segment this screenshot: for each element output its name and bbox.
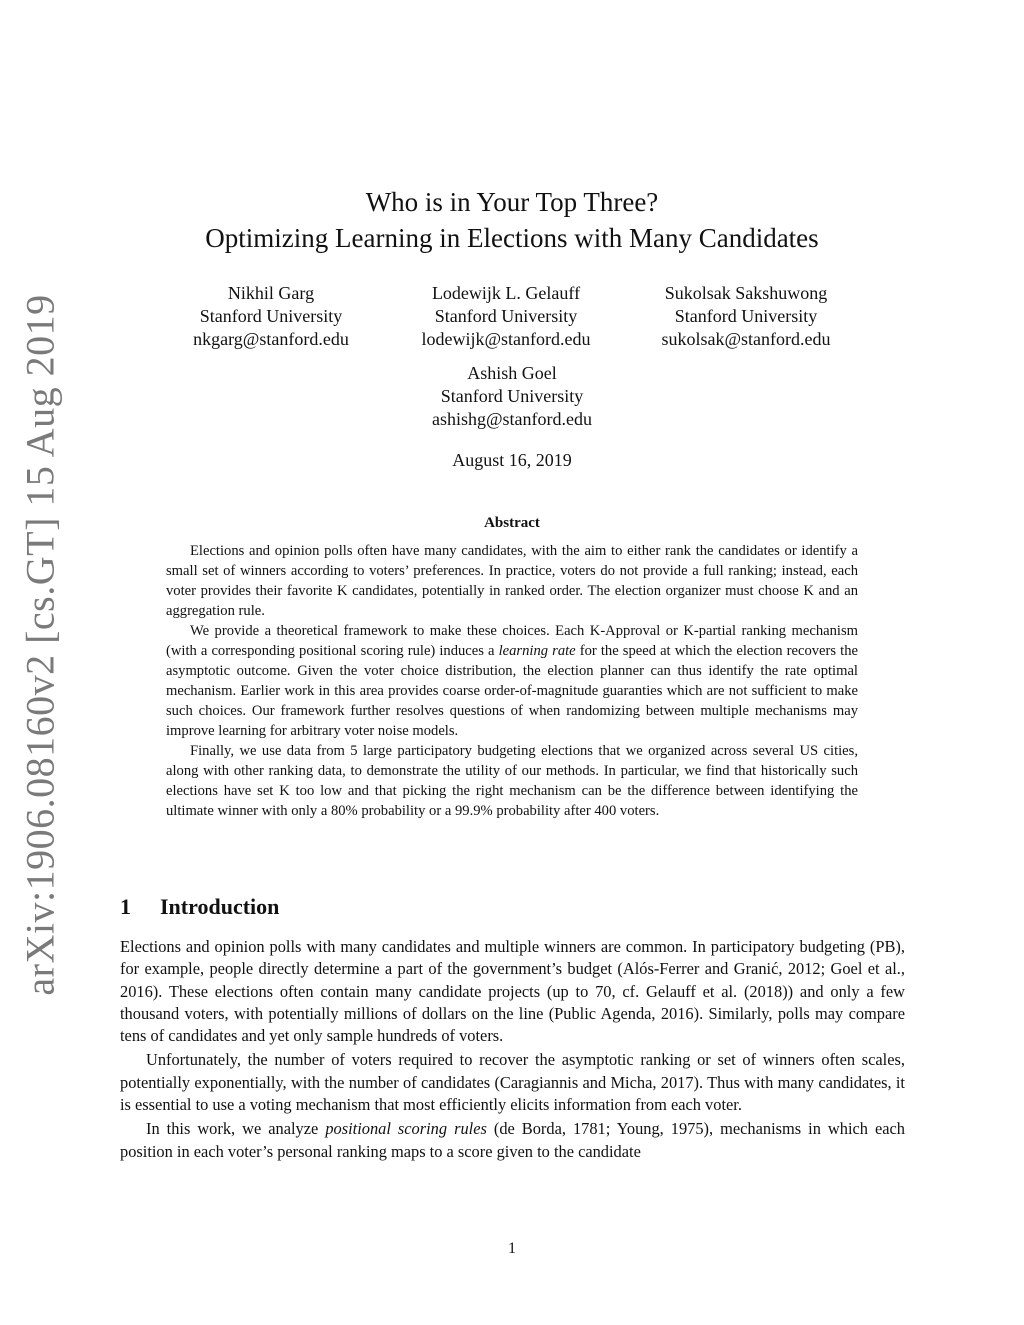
arxiv-stamp: arXiv:1906.08160v2 [cs.GT] 15 Aug 2019 <box>17 294 63 996</box>
author-affiliation: Stanford University <box>434 306 578 326</box>
abstract-paragraph: We provide a theoretical framework to make these choices. Each K-Approval or K-partial ranking mechanism (with a corresponding positional scoring rule) induces a learning rate for the speed at which the election recovers the asymptotic outcome. Given the voter choice distribution, the election planner can thus identify the rate optimal mechanism. Earlier work in this area provides coarse order-of-magnitude guaranties which are not sufficient to make such choices. Our framework further resolves questions of when randomizing between multiple mechanisms may improve learning for arbitrary voter noise models. <box>166 623 858 739</box>
author-email: sukolsak@stanford.edu <box>661 329 831 349</box>
author-name: Nikhil Garg <box>227 283 315 303</box>
title-line-1: Who is in Your Top Three? <box>365 187 659 217</box>
section-heading <box>120 894 279 920</box>
abstract-paragraph: Finally, we use data from 5 large participatory budgeting elections that we organized across several US cities, along with other ranking data, to demonstrate the utility of our methods. In particular, we find that historically such elections have set K too low and that picking the right mechanism can be the difference between identifying the ultimate winner with only a 80% probability or a 99.9% probability after 400 voters. <box>166 743 858 819</box>
author-name: Lodewijk L. Gelauff <box>431 283 581 303</box>
author-email: lodewijk@stanford.edu <box>421 329 591 349</box>
body-paragraph: Elections and opinion polls with many candidates and multiple winners are common. In participatory budgeting (PB), for example, people directly determine a part of the government’s budget (Alós-Ferrer and Granić, 2012; Goel et al., 2016). These elections often contain many candidate projects (up to 70, cf. Gelauff et al. (2018)) and only a few thousand voters, with potentially millions of dollars on the line (Public Agenda, 2016). Similarly, polls may compare tens of candidates and yet only sample hundreds of voters. <box>120 937 905 1046</box>
body-paragraph: In this work, we analyze positional scoring rules (de Borda, 1781; Young, 1975), mechanisms in which each position in each voter’s personal ranking maps to a score given to the candidate <box>120 1119 905 1161</box>
paper-date: August 16, 2019 <box>452 450 572 470</box>
author-email: ashishg@stanford.edu <box>431 409 593 429</box>
page-number: 1 <box>508 1240 516 1257</box>
author-email: nkgarg@stanford.edu <box>193 329 349 349</box>
abstract-paragraph: Elections and opinion polls often have many candidates, with the aim to either rank the candidates or identify a small set of winners according to voters’ preferences. In practice, voters do not provide a full ranking; instead, each voter provides their favorite K candidates, potentially in ranked order. The election organizer must choose K and an aggregation rule. <box>166 543 858 619</box>
abstract-heading: Abstract <box>484 515 540 531</box>
title-line-2: Optimizing Learning in Elections with Many Candidates <box>205 223 819 253</box>
author-name: Ashish Goel <box>467 363 557 383</box>
section-number: 1 <box>120 894 131 919</box>
paper-title <box>0 184 1024 256</box>
body-text <box>120 936 905 1165</box>
author <box>392 362 632 431</box>
author-affiliation: Stanford University <box>199 306 343 326</box>
author <box>386 282 626 351</box>
body-paragraph: Unfortunately, the number of voters required to recover the asymptotic ranking or set of winners often scales, potentially exponentially, with the number of candidates (Caragiannis and Micha, 2017). Thus with many candidates, it is essential to use a voting mechanism that most efficiently elicits information from each voter. <box>120 1050 905 1115</box>
author-name: Sukolsak Sakshuwong <box>664 283 828 303</box>
author-affiliation: Stanford University <box>674 306 818 326</box>
author-affiliation: Stanford University <box>440 386 584 406</box>
section-title: Introduction <box>160 894 280 919</box>
author <box>626 282 866 351</box>
author <box>151 282 391 351</box>
abstract <box>166 541 858 821</box>
